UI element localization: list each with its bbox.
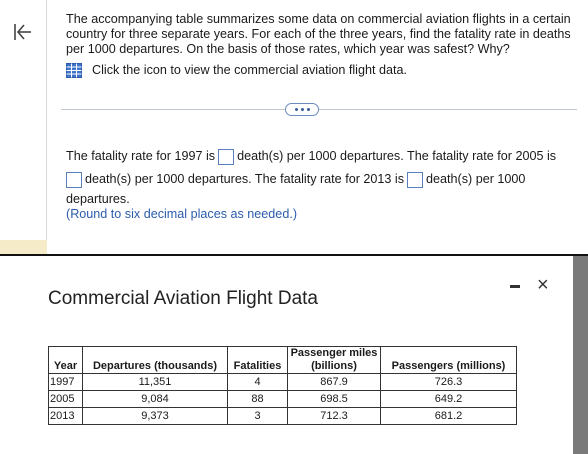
cell-fatalities: 88 <box>228 391 288 408</box>
cell-fatalities: 3 <box>228 408 288 425</box>
header-passenger-miles: Passenger miles (billions) <box>288 347 381 374</box>
header-passengers: Passengers (millions) <box>381 347 517 374</box>
flight-data-table <box>48 346 517 425</box>
cell-fatalities: 4 <box>228 374 288 391</box>
answer-text-2013: death(s) per 1000 departures. The fatality rate for 2013 is <box>85 172 404 186</box>
ellipsis-dot-icon <box>307 108 310 111</box>
answer-line-2 <box>66 168 576 191</box>
table-row <box>49 408 517 425</box>
header-departures: Departures (thousands) <box>83 347 228 374</box>
cell-passengers: 649.2 <box>381 391 517 408</box>
answer-text-departures: departures. <box>66 192 130 206</box>
ellipsis-dot-icon <box>301 108 304 111</box>
section-divider <box>61 109 577 110</box>
minimize-icon[interactable] <box>508 283 522 289</box>
rounding-hint: (Round to six decimal places as needed.) <box>66 207 298 221</box>
answer-text-1997: The fatality rate for 1997 is <box>66 149 216 163</box>
cell-year: 1997 <box>49 374 83 391</box>
close-icon[interactable]: × <box>537 274 549 296</box>
table-icon[interactable] <box>66 63 82 78</box>
answer-line-1 <box>66 145 576 168</box>
flight-data-popup <box>0 254 588 454</box>
cell-year: 2013 <box>49 408 83 425</box>
answer-input-2005[interactable] <box>66 172 82 188</box>
view-data-link[interactable] <box>66 62 407 78</box>
ellipsis-dot-icon <box>295 108 298 111</box>
answer-text-units: death(s) per 1000 <box>426 172 526 186</box>
table-row <box>49 374 517 391</box>
cell-departures: 9,373 <box>83 408 228 425</box>
cell-passenger-miles: 867.9 <box>288 374 381 391</box>
cell-passenger-miles: 698.5 <box>288 391 381 408</box>
header-fatalities: Fatalities <box>228 347 288 374</box>
cell-year: 2005 <box>49 391 83 408</box>
header-year: Year <box>49 347 83 374</box>
answer-input-2013[interactable] <box>407 172 423 188</box>
popup-scrollbar[interactable] <box>573 256 588 454</box>
answer-area <box>66 145 576 222</box>
view-data-label[interactable]: Click the icon to view the commercial aviation flight data. <box>92 63 407 77</box>
cell-passengers: 681.2 <box>381 408 517 425</box>
expand-more-button[interactable] <box>285 103 319 116</box>
cell-passengers: 726.3 <box>381 374 517 391</box>
table-header-row <box>49 347 517 374</box>
answer-input-1997[interactable] <box>218 149 234 165</box>
table-row <box>49 391 517 408</box>
answer-line-3 <box>66 191 576 207</box>
popup-title: Commercial Aviation Flight Data <box>48 288 318 309</box>
rail-divider <box>46 0 47 254</box>
rail-accent-strip <box>0 240 47 254</box>
cell-departures: 11,351 <box>83 374 228 391</box>
cell-passenger-miles: 712.3 <box>288 408 381 425</box>
cell-departures: 9,084 <box>83 391 228 408</box>
question-text: The accompanying table summarizes some data on commercial aviation flights in a certain country for three separate years. For each of the three years, find the fatality rate in deaths per 1000 departures. On the basis of those rates, which year was safest? Why? <box>66 12 571 56</box>
collapse-panel-icon[interactable] <box>10 20 34 44</box>
answer-text-2005: death(s) per 1000 departures. The fatality rate for 2005 is <box>237 149 557 163</box>
